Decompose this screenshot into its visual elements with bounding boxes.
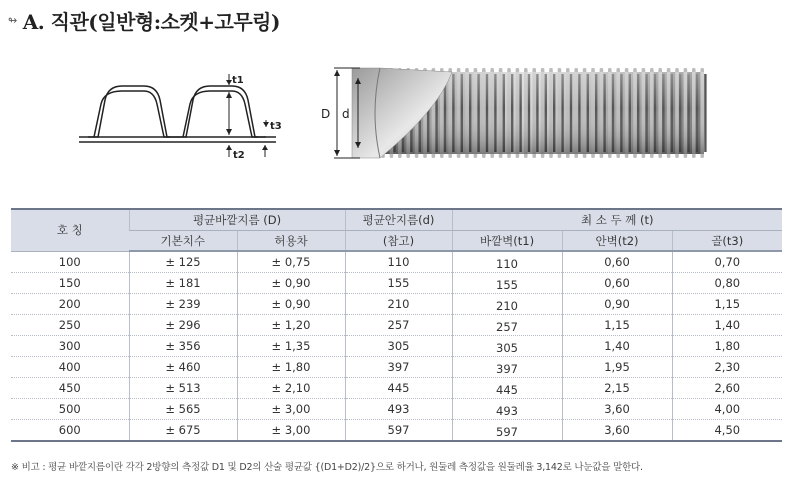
cell-basic: ± 125	[129, 251, 237, 273]
cell-outer-wall: 305	[452, 336, 562, 357]
header-min-thickness: 최 소 두 께 (t)	[452, 209, 782, 231]
cell-tolerance: ± 1,20	[237, 315, 345, 336]
cell-valley: 1,80	[672, 336, 782, 357]
cell-inner-avg: 110	[345, 251, 452, 273]
cell-basic: ± 239	[129, 294, 237, 315]
cell-valley: 0,80	[672, 273, 782, 294]
cell-outer-wall: 110	[452, 251, 562, 273]
table-row	[11, 273, 782, 294]
cell-name: 450	[11, 378, 129, 399]
cell-inner-wall: 0,60	[562, 251, 672, 273]
cell-valley: 1,40	[672, 315, 782, 336]
table-row	[11, 251, 782, 273]
corrugated-pipe-image	[352, 68, 707, 158]
spec-table	[11, 208, 782, 442]
cell-name: 400	[11, 357, 129, 378]
header-name: 호 칭	[11, 209, 129, 251]
cell-outer-wall: 597	[452, 420, 562, 442]
header-tolerance: 허용차	[237, 231, 345, 252]
table-row	[11, 378, 782, 399]
header-inner-avg: 평균안지름(d)	[345, 209, 452, 231]
cell-name: 250	[11, 315, 129, 336]
cell-inner-wall: 1,40	[562, 336, 672, 357]
wall-profile-drawing	[79, 74, 276, 157]
header-outer-avg: 평균바깥지름 (D)	[129, 209, 345, 231]
section-bullet-icon: ↬	[8, 14, 17, 27]
cell-name: 100	[11, 251, 129, 273]
cell-tolerance: ± 3,00	[237, 420, 345, 442]
cell-valley: 0,70	[672, 251, 782, 273]
table-row	[11, 294, 782, 315]
cell-tolerance: ± 1,35	[237, 336, 345, 357]
cell-tolerance: ± 2,10	[237, 378, 345, 399]
cell-outer-wall: 155	[452, 273, 562, 294]
cell-inner-avg: 210	[345, 294, 452, 315]
label-D: D	[321, 107, 331, 121]
cell-inner-wall: 0,90	[562, 294, 672, 315]
label-t2: t2	[233, 150, 245, 161]
cell-inner-wall: 3,60	[562, 399, 672, 420]
cell-outer-wall: 445	[452, 378, 562, 399]
header-inner-avg-ref: (참고)	[345, 231, 452, 252]
header-valley: 골(t3)	[672, 231, 782, 252]
cell-name: 200	[11, 294, 129, 315]
cell-outer-wall: 210	[452, 294, 562, 315]
cell-outer-wall: 257	[452, 315, 562, 336]
cell-inner-avg: 397	[345, 357, 452, 378]
cell-inner-avg: 305	[345, 336, 452, 357]
cell-outer-wall: 397	[452, 357, 562, 378]
cell-tolerance: ± 0,90	[237, 273, 345, 294]
cell-tolerance: ± 1,80	[237, 357, 345, 378]
cell-basic: ± 565	[129, 399, 237, 420]
table-row	[11, 399, 782, 420]
header-basic: 기본치수	[129, 231, 237, 252]
label-d: d	[342, 107, 350, 121]
cell-basic: ± 356	[129, 336, 237, 357]
footnote: ※ 비고 : 평균 바깥지름이란 각각 2방향의 측정값 D1 및 D2의 산술 평균값 {(D1+D2)/2}으로 하거나, 원둘레 측정값을 원둘레율 3,142로 나눈값을 말한다.	[11, 462, 643, 473]
cell-valley: 2,30	[672, 357, 782, 378]
pipe-figure	[0, 0, 798, 200]
cell-inner-wall: 0,60	[562, 273, 672, 294]
label-t1: t1	[232, 75, 244, 86]
cell-outer-wall: 493	[452, 399, 562, 420]
cell-basic: ± 675	[129, 420, 237, 442]
cell-inner-avg: 493	[345, 399, 452, 420]
cell-valley: 4,50	[672, 420, 782, 442]
cell-inner-avg: 445	[345, 378, 452, 399]
cell-name: 150	[11, 273, 129, 294]
cell-tolerance: ± 0,90	[237, 294, 345, 315]
header-inner-wall: 안벽(t2)	[562, 231, 672, 252]
table-row	[11, 357, 782, 378]
table-row	[11, 336, 782, 357]
cell-basic: ± 513	[129, 378, 237, 399]
cell-basic: ± 460	[129, 357, 237, 378]
cell-name: 500	[11, 399, 129, 420]
cell-inner-avg: 597	[345, 420, 452, 442]
table-row	[11, 420, 782, 442]
cell-valley: 4,00	[672, 399, 782, 420]
header-outer-wall: 바깥벽(t1)	[452, 231, 562, 252]
cell-basic: ± 296	[129, 315, 237, 336]
section-title-text: A. 직관(일반형:소켓+고무링)	[22, 10, 280, 34]
cell-name: 600	[11, 420, 129, 442]
table-row	[11, 315, 782, 336]
cell-valley: 1,15	[672, 294, 782, 315]
cell-tolerance: ± 0,75	[237, 251, 345, 273]
cell-inner-avg: 155	[345, 273, 452, 294]
cell-valley: 2,60	[672, 378, 782, 399]
cell-name: 300	[11, 336, 129, 357]
cell-inner-wall: 1,15	[562, 315, 672, 336]
cell-inner-wall: 3,60	[562, 420, 672, 442]
cell-inner-wall: 1,95	[562, 357, 672, 378]
label-t3: t3	[270, 121, 282, 132]
cell-basic: ± 181	[129, 273, 237, 294]
cell-inner-wall: 2,15	[562, 378, 672, 399]
cell-inner-avg: 257	[345, 315, 452, 336]
cell-tolerance: ± 3,00	[237, 399, 345, 420]
